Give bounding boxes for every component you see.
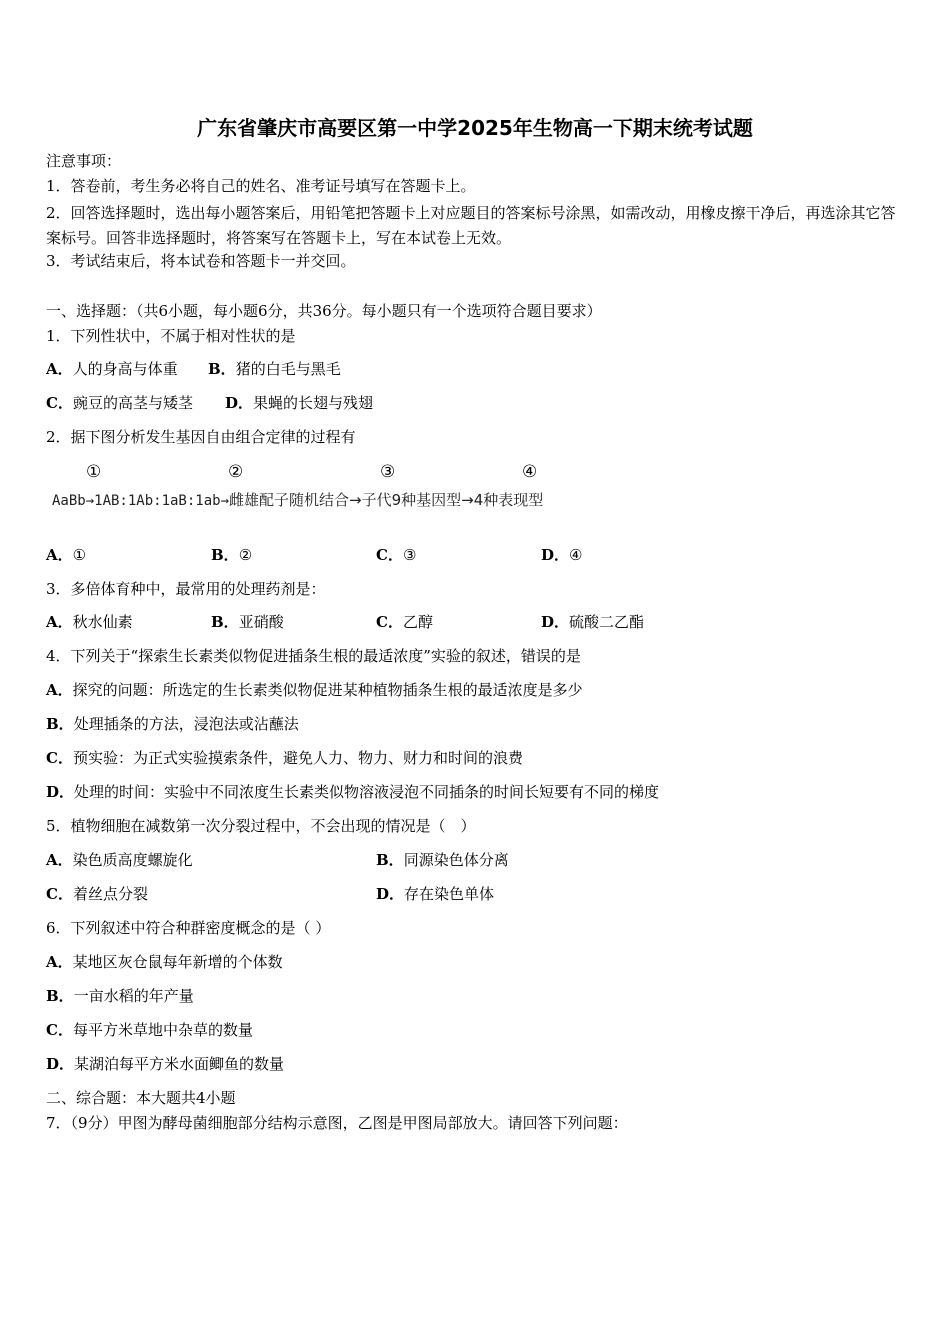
q5-option-b <box>376 850 509 870</box>
q7-stem: 7．（9分）甲图为酵母菌细胞部分结构示意图，乙图是甲图局部放大。请回答下列问题： <box>46 1114 628 1132</box>
option-label: B． <box>211 546 239 564</box>
option-text: 着丝点分裂 <box>72 885 148 903</box>
q3-option-a <box>46 612 133 632</box>
q6-stem: 6．下列叙述中符合种群密度概念的是（ ） <box>46 919 331 937</box>
option-text: 豌豆的高茎与矮茎 <box>72 394 193 412</box>
page-title: 广东省肇庆市高要区第一中学2025年生物高一下期末统考试题 <box>197 116 753 140</box>
q3-option-b <box>211 612 284 632</box>
option-text: 处理插条的方法，浸泡法或沾蘸法 <box>73 715 299 733</box>
diagram-offspring: 雌雄配子随机结合→子代9种基因型→4种表现型 <box>229 491 544 509</box>
diagram-marker-3: ③ <box>380 462 396 482</box>
q1-option-d <box>225 393 373 413</box>
q4-option-d <box>46 782 659 802</box>
option-text: ① <box>72 546 87 564</box>
option-label: B． <box>208 360 236 378</box>
q2-option-b <box>211 545 252 565</box>
diagram-marker-1: ① <box>86 462 102 482</box>
q4-option-a <box>46 680 583 700</box>
q1-stem: 1．下列性状中，不属于相对性状的是 <box>46 327 296 345</box>
option-label: D． <box>541 613 570 631</box>
option-label: A． <box>46 851 73 869</box>
option-label: A． <box>46 953 73 971</box>
option-text: 存在染色单体 <box>404 885 495 903</box>
q3-option-c <box>376 612 433 632</box>
option-text: 乙醇 <box>402 613 433 631</box>
option-label: D． <box>376 885 405 903</box>
q1-option-c <box>46 393 193 413</box>
option-label: A． <box>46 360 73 378</box>
q2-stem: 2．据下图分析发生基因自由组合定律的过程有 <box>46 428 356 446</box>
option-text: 人的身高与体重 <box>72 360 178 378</box>
q5-option-c <box>46 884 148 904</box>
option-label: D． <box>46 1055 75 1073</box>
q4-option-b <box>46 714 299 734</box>
diagram-gametes: AaBb→1AB:1Ab:1aB:1ab→ <box>52 493 230 509</box>
q4-option-c <box>46 748 523 768</box>
option-text: 某地区灰仓鼠每年新增的个体数 <box>72 953 283 971</box>
option-label: A． <box>46 681 73 699</box>
option-text: 秋水仙素 <box>72 613 133 631</box>
q3-option-d <box>541 612 644 632</box>
option-label: D． <box>541 546 570 564</box>
option-label: C． <box>46 885 73 903</box>
notice-heading: 注意事项： <box>46 152 122 170</box>
option-label: D． <box>225 394 254 412</box>
option-label: C． <box>376 546 403 564</box>
option-text: 染色质高度螺旋化 <box>72 851 193 869</box>
option-text: 亚硝酸 <box>238 613 284 631</box>
notice-item-3: 3．考试结束后，将本试卷和答题卡一并交回。 <box>46 252 356 270</box>
q5-stem: 5．植物细胞在减数第一次分裂过程中，不会出现的情况是（ ） <box>46 817 476 835</box>
q1-option-b <box>208 359 341 379</box>
option-label: C． <box>46 749 73 767</box>
option-text: 探究的问题：所选定的生长素类似物促进某种植物插条生根的最适浓度是多少 <box>72 681 583 699</box>
option-text: 某湖泊每平方米水面鲫鱼的数量 <box>74 1055 285 1073</box>
option-text: ④ <box>569 546 583 564</box>
q5-option-a <box>46 850 193 870</box>
q2-option-d <box>541 545 582 565</box>
q1-option-a <box>46 359 178 379</box>
q2-option-c <box>376 545 416 565</box>
option-label: B． <box>46 987 74 1005</box>
option-label: C． <box>46 1021 73 1039</box>
q6-option-d <box>46 1054 284 1074</box>
option-label: B． <box>46 715 74 733</box>
option-text: 预实验：为正式实验摸索条件，避免人力、物力、财力和时间的浪费 <box>72 749 523 767</box>
q5-option-d <box>376 884 494 904</box>
option-text: 处理的时间：实验中不同浓度生长素类似物溶液浸泡不同插条的时间长短要有不同的梯度 <box>74 783 660 801</box>
option-label: C． <box>376 613 403 631</box>
section2-heading: 二、综合题：本大题共4小题 <box>46 1089 236 1107</box>
option-text: 猪的白毛与黑毛 <box>235 360 341 378</box>
option-text: ② <box>238 546 253 564</box>
option-label: B． <box>376 851 404 869</box>
option-text: 一亩水稻的年产量 <box>73 987 194 1005</box>
option-text: 果蝇的长翅与残翅 <box>253 394 374 412</box>
option-label: A． <box>46 613 73 631</box>
q6-option-a <box>46 952 283 972</box>
diagram-marker-2: ② <box>228 462 244 482</box>
genetics-diagram <box>52 489 543 510</box>
q6-option-b <box>46 986 194 1006</box>
q3-stem: 3．多倍体育种中，最常用的处理药剂是： <box>46 580 326 598</box>
q6-option-c <box>46 1020 253 1040</box>
option-label: D． <box>46 783 75 801</box>
option-label: A． <box>46 546 73 564</box>
option-text: 硫酸二乙酯 <box>569 613 645 631</box>
option-text: 每平方米草地中杂草的数量 <box>72 1021 253 1039</box>
q4-stem: 4．下列关于“探索生长素类似物促进插条生根的最适浓度”实验的叙述，错误的是 <box>46 647 581 665</box>
q2-option-a <box>46 545 86 565</box>
option-label: C． <box>46 394 73 412</box>
section1-heading: 一、选择题：（共6小题，每小题6分，共36分。每小题只有一个选项符合题目要求） <box>46 302 602 320</box>
option-text: ③ <box>402 546 417 564</box>
notice-item-1: 1．答卷前，考生务必将自己的姓名、准考证号填写在答题卡上。 <box>46 177 476 195</box>
notice-item-2: 2．回答选择题时，选出每小题答案后，用铅笔把答题卡上对应题目的答案标号涂黑，如需改动，用橡皮擦干净后，再选涂其它答案标号。回答非选择题时，将答案写在答题卡上，写在本试卷上无效。 <box>46 204 896 247</box>
option-text: 同源染色体分离 <box>403 851 509 869</box>
diagram-marker-4: ④ <box>522 462 538 482</box>
option-label: B． <box>211 613 239 631</box>
